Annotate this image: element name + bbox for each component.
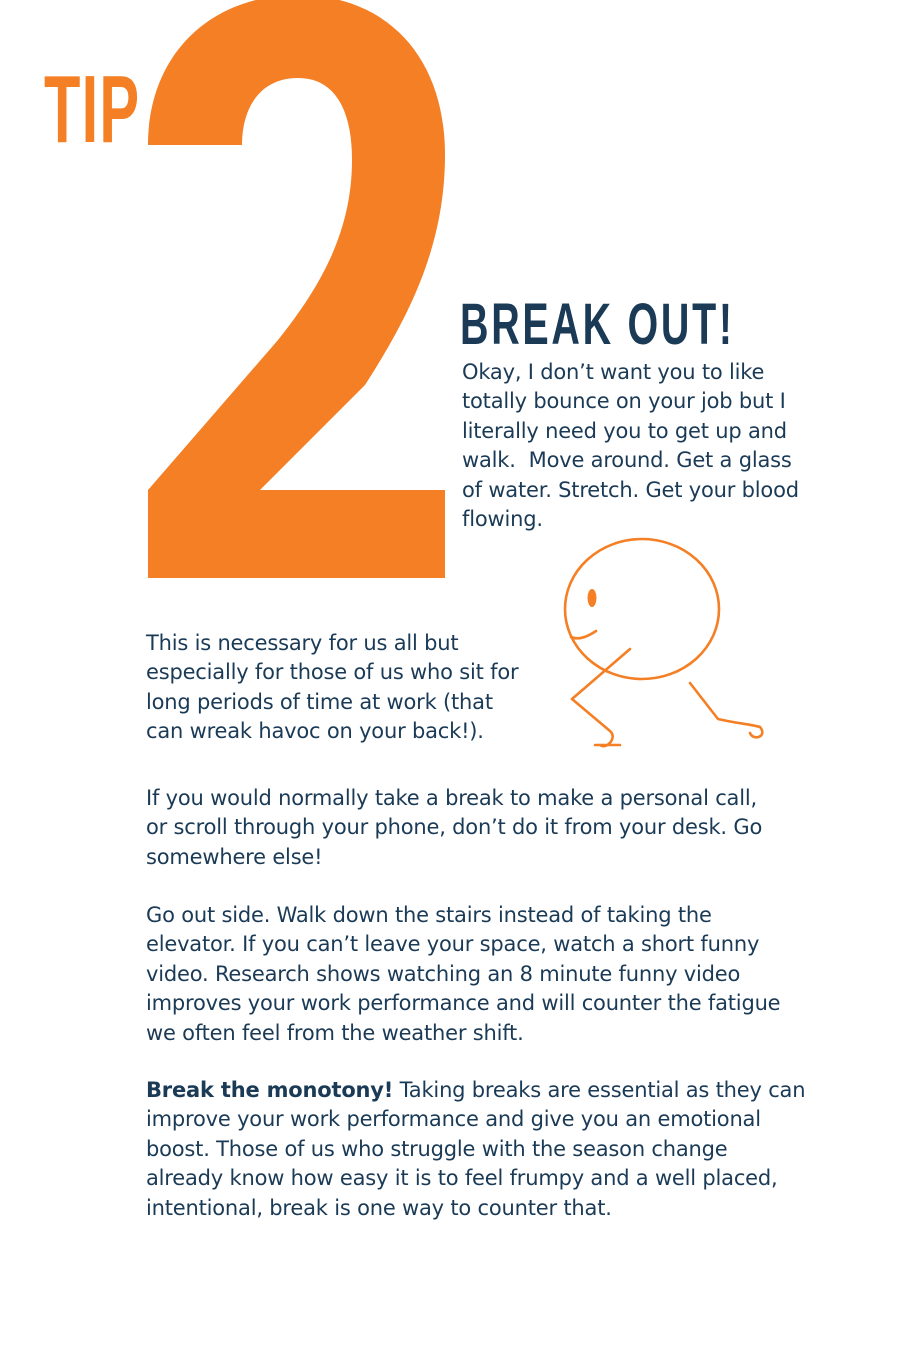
go-outside-paragraph	[146, 901, 846, 1048]
intro-line: Okay, I don’t want you to like	[462, 360, 765, 384]
intro-line: totally bounce on your job but I	[462, 389, 786, 414]
page-title: BREAK OUT!	[460, 292, 735, 357]
intro-line: of water. Stretch. Get your blood	[462, 477, 799, 502]
necessary-line: especially for those of us who sit for	[146, 660, 519, 685]
walking-stick-figure-icon	[560, 535, 780, 765]
call-line: If you would normally take a break to make a personal call,	[146, 786, 757, 810]
intro-paragraph	[462, 358, 862, 534]
tip-number-graphic	[140, 0, 450, 580]
necessary-line: can wreak havoc on your back!).	[146, 719, 484, 744]
monotony-line: Taking breaks are essential as they can	[393, 1078, 806, 1102]
necessary-paragraph	[146, 629, 556, 747]
outside-line: video. Research shows watching an 8 minute funny video	[146, 961, 741, 986]
monotony-paragraph	[146, 1076, 846, 1223]
monotony-line: already know how easy it is to feel frumpy and a well placed,	[146, 1166, 778, 1191]
intro-line: literally need you to get up and	[462, 418, 787, 443]
tip-label: TIP	[44, 56, 141, 163]
monotony-line: improve your work performance and give you an emotional	[146, 1107, 761, 1132]
outside-line: improves your work performance and will counter the fatigue	[146, 991, 781, 1016]
call-line: or scroll through your phone, don’t do it from your desk. Go	[146, 815, 763, 840]
intro-line: walk. Move around. Get a glass	[462, 448, 792, 473]
outside-line: we often feel from the weather shift.	[146, 1020, 524, 1045]
outside-line: Go out side. Walk down the stairs instead of taking the	[146, 903, 712, 927]
outside-line: elevator. If you can’t leave your space, watch a short funny	[146, 932, 760, 957]
call-line: somewhere else!	[146, 844, 323, 869]
monotony-line: intentional, break is one way to counter that.	[146, 1195, 612, 1220]
necessary-line: This is necessary for us all but	[146, 631, 459, 655]
monotony-lead: Break the monotony!	[146, 1078, 394, 1102]
personal-call-paragraph	[146, 784, 846, 872]
necessary-line: long periods of time at work (that	[146, 689, 493, 714]
monotony-line: boost. Those of us who struggle with the season change	[146, 1136, 728, 1161]
intro-line: flowing.	[462, 507, 543, 532]
